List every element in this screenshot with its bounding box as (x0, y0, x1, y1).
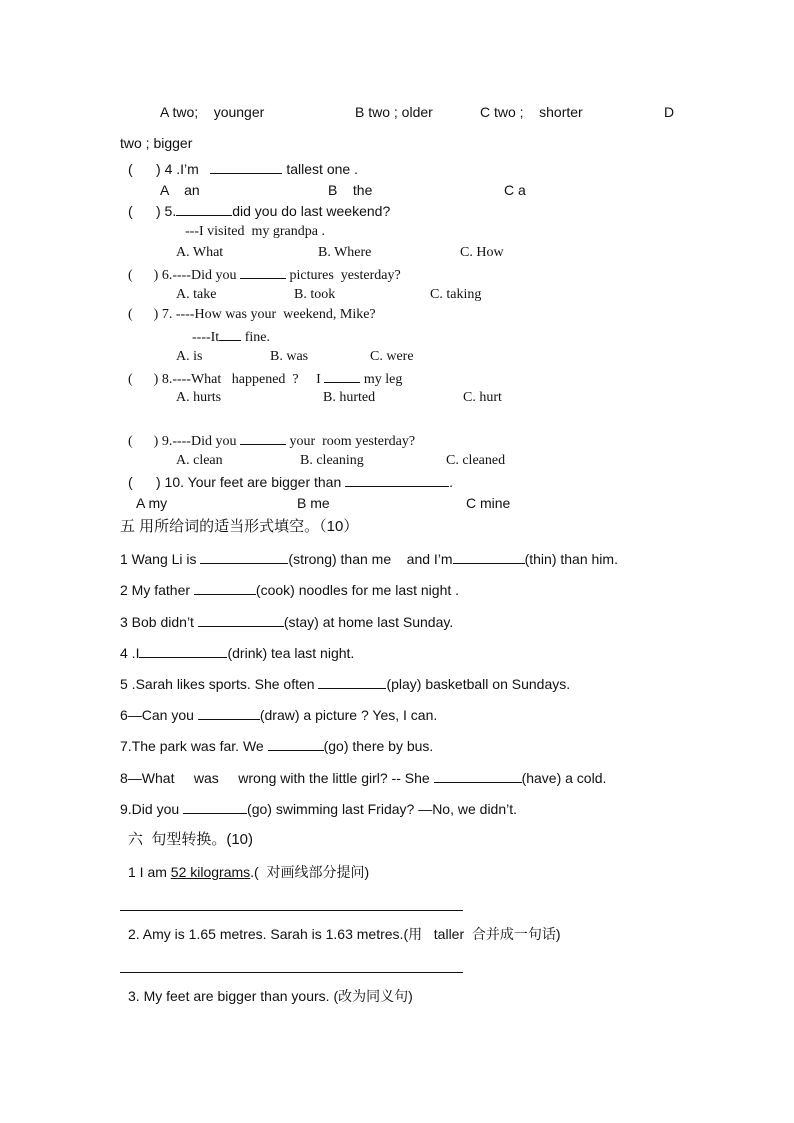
q7-option-c: C. were (370, 349, 414, 364)
q4-option-a: A an (160, 182, 200, 198)
section6-q1: 1 I am 52 kilograms.( 对画线部分提问) (128, 864, 370, 880)
answer-blank[interactable] (240, 431, 286, 445)
answer-blank[interactable] (210, 160, 282, 174)
q9-option-a: A. clean (176, 453, 223, 468)
answer-line[interactable] (120, 972, 463, 973)
section5-item-9: 9.Did you (go) swimming last Friday? —No, we didn’t. (120, 801, 518, 817)
q5-option-b: B. Where (318, 245, 372, 260)
q6-option-a: A. take (176, 287, 217, 302)
section5-item-4: 4 .I (drink) tea last night. (120, 645, 355, 661)
section6-q2: 2. Amy is 1.65 metres. Sarah is 1.63 metres.(用 taller 合并成一句话) (128, 926, 561, 942)
answer-blank[interactable] (345, 473, 449, 487)
q4-stem: ( ) 4 .I’m tallest one . (128, 161, 358, 177)
answer-blank[interactable] (139, 644, 227, 658)
answer-blank[interactable] (176, 202, 232, 216)
q3-option-b: B two ; older (355, 104, 433, 120)
q8-option-c: C. hurt (463, 390, 502, 405)
q7-stem: ( ) 7. ----How was your weekend, Mike? (128, 307, 376, 322)
q10-option-b: B me (297, 495, 330, 511)
q4-option-c: C a (504, 182, 526, 198)
section6-q3: 3. My feet are bigger than yours. (改为同义句) (128, 988, 413, 1004)
q6-stem: ( ) 6.----Did you pictures yesterday? (128, 265, 401, 285)
q5-option-c: C. How (460, 245, 504, 260)
section5-heading: 五 用所给词的适当形式填空。（10） (120, 518, 359, 535)
answer-blank[interactable] (198, 613, 284, 627)
section5-item-2: 2 My father (cook) noodles for me last night . (120, 582, 460, 598)
answer-blank[interactable] (219, 327, 241, 341)
answer-line[interactable] (120, 910, 463, 911)
q5-option-a: A. What (176, 245, 224, 260)
section5-item-1: 1 Wang Li is (strong) than me and I’m (thin) than him. (120, 551, 618, 567)
q5-stem: ( ) 5. did you do last weekend? (128, 203, 391, 219)
section5-item-5: 5 .Sarah likes sports. She often (play) basketball on Sundays. (120, 676, 571, 692)
q4-option-b: B the (328, 182, 373, 198)
q3-option-c: C two ; shorter (480, 104, 583, 120)
q3-option-d-text: two ; bigger (120, 135, 193, 151)
underlined-phrase: 52 kilograms (170, 864, 251, 880)
answer-blank[interactable] (200, 550, 288, 564)
q6-option-c: C. taking (430, 287, 482, 302)
q3-option-d-letter: D (664, 104, 675, 120)
q9-option-b: B. cleaning (300, 453, 364, 468)
q8-option-b: B. hurted (323, 390, 376, 405)
q10-option-a: A my (136, 495, 168, 511)
q5-answer: ---I visited my grandpa . (185, 224, 325, 239)
answer-blank[interactable] (324, 369, 360, 383)
answer-blank[interactable] (434, 769, 522, 783)
answer-blank[interactable] (198, 706, 260, 720)
q10-stem: ( ) 10. Your feet are bigger than . (128, 474, 454, 490)
q10-option-c: C mine (466, 495, 511, 511)
q9-stem: ( ) 9.----Did you your room yesterday? (128, 431, 415, 451)
q3-option-a: A two; younger (160, 104, 265, 120)
answer-blank[interactable] (240, 265, 286, 279)
q7-option-a: A. is (176, 349, 203, 364)
section5-item-3: 3 Bob didn’t (stay) at home last Sunday. (120, 614, 454, 630)
answer-blank[interactable] (318, 675, 386, 689)
answer-blank[interactable] (268, 737, 324, 751)
q7-option-b: B. was (270, 349, 309, 364)
q8-stem: ( ) 8.----What happened ? I my leg (128, 369, 402, 389)
answer-blank[interactable] (194, 581, 256, 595)
q7-answer: ----It fine. (192, 327, 270, 347)
section5-item-8: 8—What was wrong with the little girl? -- She (have) a cold. (120, 770, 607, 786)
q6-option-b: B. took (294, 287, 336, 302)
answer-blank[interactable] (453, 550, 525, 564)
answer-blank[interactable] (183, 800, 247, 814)
q9-option-c: C. cleaned (446, 453, 506, 468)
section5-item-6: 6—Can you (draw) a picture ? Yes, I can. (120, 707, 438, 723)
section6-heading: 六 句型转换。(10) (128, 831, 254, 848)
q8-option-a: A. hurts (176, 390, 222, 405)
section5-item-7: 7.The park was far. We (go) there by bus. (120, 738, 434, 754)
